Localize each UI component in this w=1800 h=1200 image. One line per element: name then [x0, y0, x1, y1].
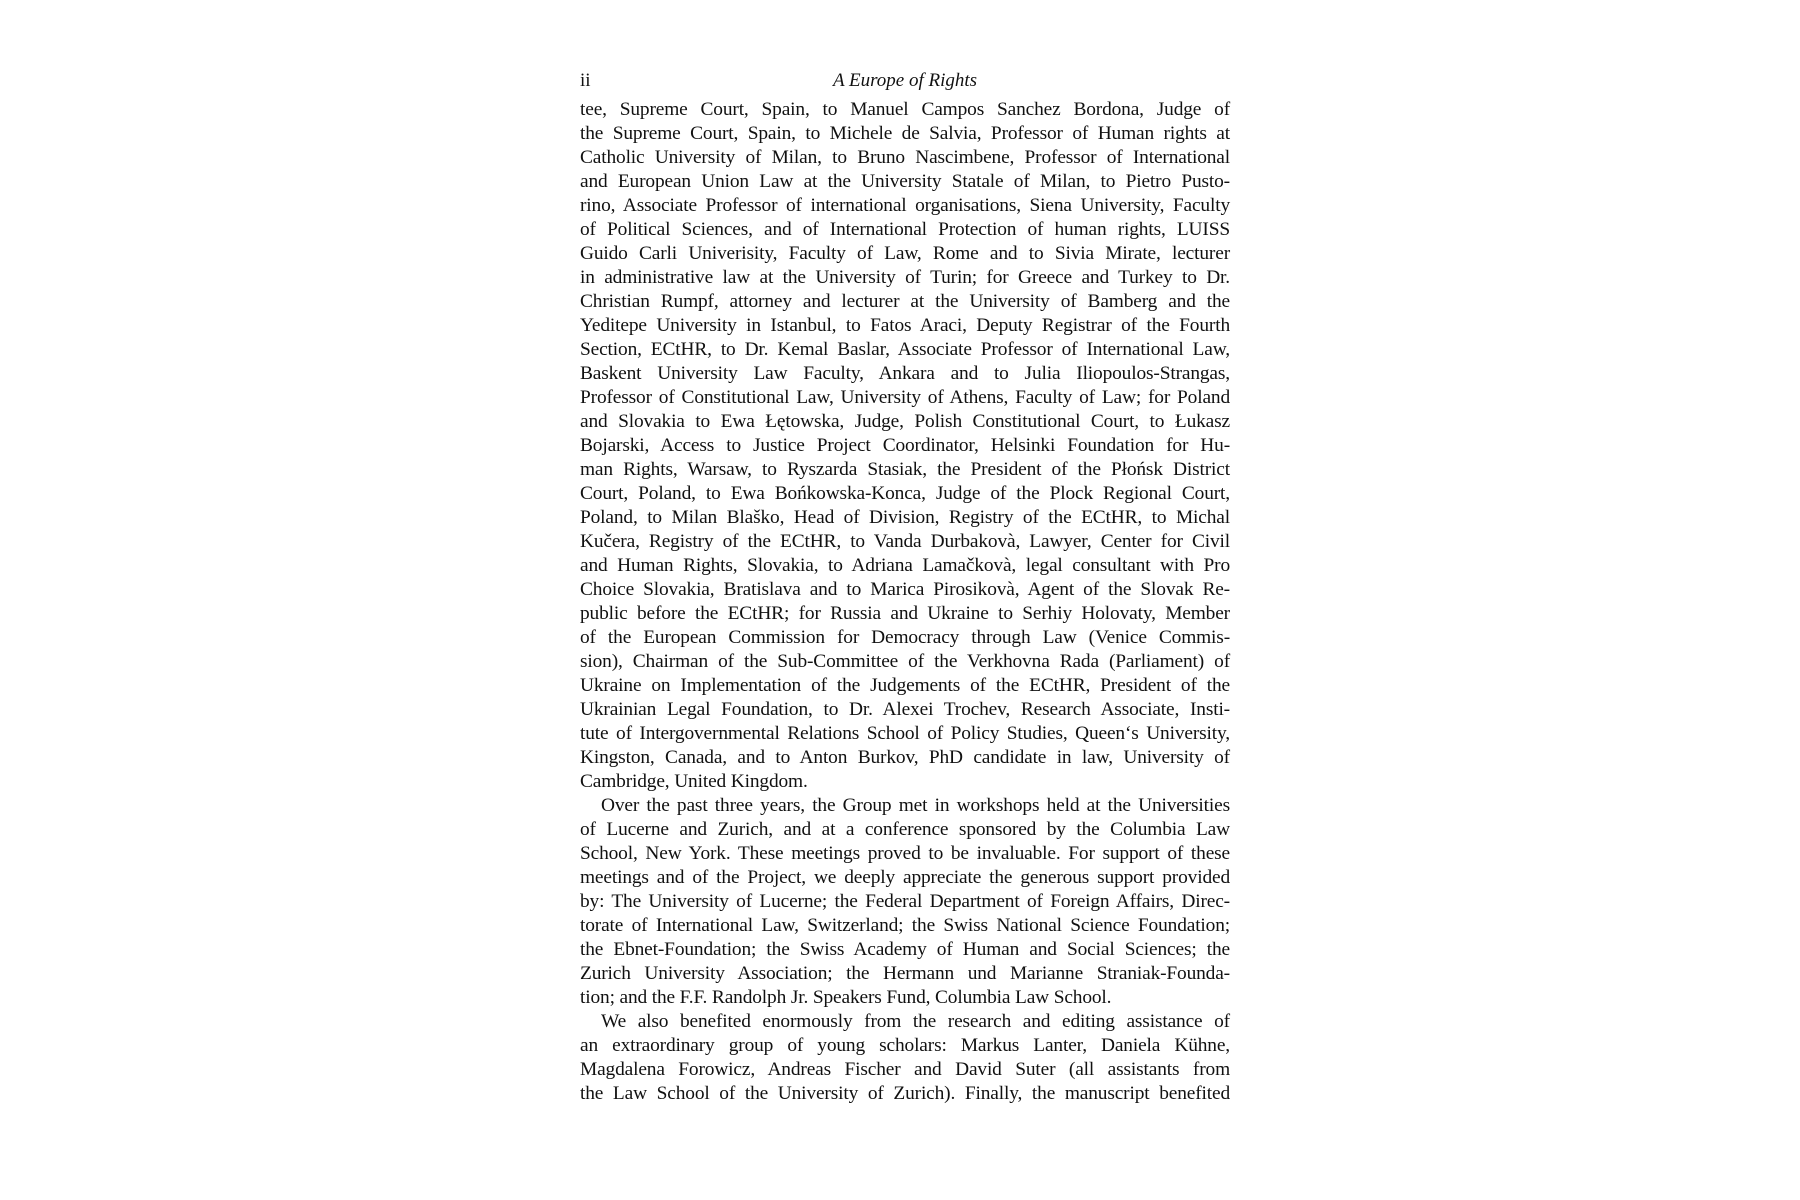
text-line: Guido Carli Univerisity, Faculty of Law, Rome and to Sivia Mirate, lecturer: [580, 243, 1230, 264]
text-line: public before the ECtHR; for Russia and Ukraine to Serhiy Holovaty, Member: [580, 603, 1230, 624]
text-line: meetings and of the Project, we deeply appreciate the generous support provided: [580, 867, 1230, 888]
text-line: torate of International Law, Switzerland; the Swiss National Science Foundation;: [580, 915, 1230, 936]
text-line: and Human Rights, Slovakia, to Adriana Lamačkovà, legal consultant with Pro: [580, 555, 1230, 576]
text-line: rino, Associate Professor of international organisations, Siena University, Faculty: [580, 195, 1230, 216]
paragraph-acknowledgements-contributors: [580, 98, 1230, 794]
text-line: an extraordinary group of young scholars: Markus Lanter, Daniela Kühne,: [580, 1035, 1230, 1056]
text-line: of the European Commission for Democracy through Law (Venice Commis-: [580, 627, 1230, 648]
text-line: Section, ECtHR, to Dr. Kemal Baslar, Associate Professor of International Law,: [580, 339, 1230, 360]
text-line: of Lucerne and Zurich, and at a conference sponsored by the Columbia Law: [580, 819, 1230, 840]
body-text: [580, 98, 1230, 1106]
text-line: Cambridge, United Kingdom.: [580, 771, 808, 792]
text-line: Zurich University Association; the Hermann und Marianne Straniak-Founda-: [580, 963, 1230, 984]
text-line: Catholic University of Milan, to Bruno Nascimbene, Professor of International: [580, 147, 1230, 168]
book-page: [580, 64, 1230, 1106]
paragraph-workshops-support: [580, 794, 1230, 1010]
text-line: tion; and the F.F. Randolph Jr. Speakers Fund, Columbia Law School.: [580, 987, 1112, 1008]
text-line: by: The University of Lucerne; the Federal Department of Foreign Affairs, Direc-: [580, 891, 1230, 912]
text-line: tute of Intergovernmental Relations School of Policy Studies, Queen‘s University,: [580, 723, 1230, 744]
text-line: of Political Sciences, and of International Protection of human rights, LUISS: [580, 219, 1230, 240]
text-line: Choice Slovakia, Bratislava and to Marica Pirosikovà, Agent of the Slovak Re-: [580, 579, 1230, 600]
text-line: and Slovakia to Ewa Łętowska, Judge, Polish Constitutional Court, to Łukasz: [580, 411, 1230, 432]
running-title: A Europe of Rights: [832, 70, 978, 91]
text-line: Court, Poland, to Ewa Bońkowska-Konca, Judge of the Plock Regional Court,: [580, 483, 1230, 504]
text-line: man Rights, Warsaw, to Ryszarda Stasiak, the President of the Płońsk District: [580, 459, 1230, 480]
text-line: the Supreme Court, Spain, to Michele de Salvia, Professor of Human rights at: [580, 123, 1230, 144]
text-line: Magdalena Forowicz, Andreas Fischer and David Suter (all assistants from: [580, 1059, 1230, 1080]
text-line: Bojarski, Access to Justice Project Coordinator, Helsinki Foundation for Hu-: [580, 435, 1230, 456]
text-line: in administrative law at the University of Turin; for Greece and Turkey to Dr.: [580, 267, 1230, 288]
text-line: Over the past three years, the Group met in workshops held at the Universities: [601, 795, 1230, 816]
text-line: We also benefited enormously from the research and editing assistance of: [601, 1011, 1230, 1032]
text-line: School, New York. These meetings proved to be invaluable. For support of these: [580, 843, 1230, 864]
page-number: ii: [580, 70, 591, 91]
text-line: Poland, to Milan Blaško, Head of Division, Registry of the ECtHR, to Michal: [580, 507, 1230, 528]
text-line: Baskent University Law Faculty, Ankara and to Julia Iliopoulos-Strangas,: [580, 363, 1230, 384]
text-line: Ukraine on Implementation of the Judgements of the ECtHR, President of the: [580, 675, 1230, 696]
running-head: [580, 64, 1230, 98]
text-line: Christian Rumpf, attorney and lecturer at the University of Bamberg and the: [580, 291, 1230, 312]
paragraph-research-assistance: [580, 1010, 1230, 1106]
text-line: Ukrainian Legal Foundation, to Dr. Alexei Trochev, Research Associate, Insti-: [580, 699, 1230, 720]
text-line: Professor of Constitutional Law, University of Athens, Faculty of Law; for Poland: [580, 387, 1230, 408]
text-line: Kučera, Registry of the ECtHR, to Vanda Durbakovà, Lawyer, Center for Civil: [580, 531, 1230, 552]
text-line: the Ebnet-Foundation; the Swiss Academy of Human and Social Sciences; the: [580, 939, 1230, 960]
text-line: sion), Chairman of the Sub-Committee of the Verkhovna Rada (Parliament) of: [580, 651, 1230, 672]
text-line: the Law School of the University of Zurich). Finally, the manuscript benefited: [580, 1083, 1230, 1104]
text-line: and European Union Law at the University Statale of Milan, to Pietro Pusto-: [580, 171, 1230, 192]
text-line: tee, Supreme Court, Spain, to Manuel Campos Sanchez Bordona, Judge of: [580, 99, 1230, 120]
text-line: Kingston, Canada, and to Anton Burkov, PhD candidate in law, University of: [580, 747, 1230, 768]
text-line: Yeditepe University in Istanbul, to Fatos Araci, Deputy Registrar of the Fourth: [580, 315, 1230, 336]
